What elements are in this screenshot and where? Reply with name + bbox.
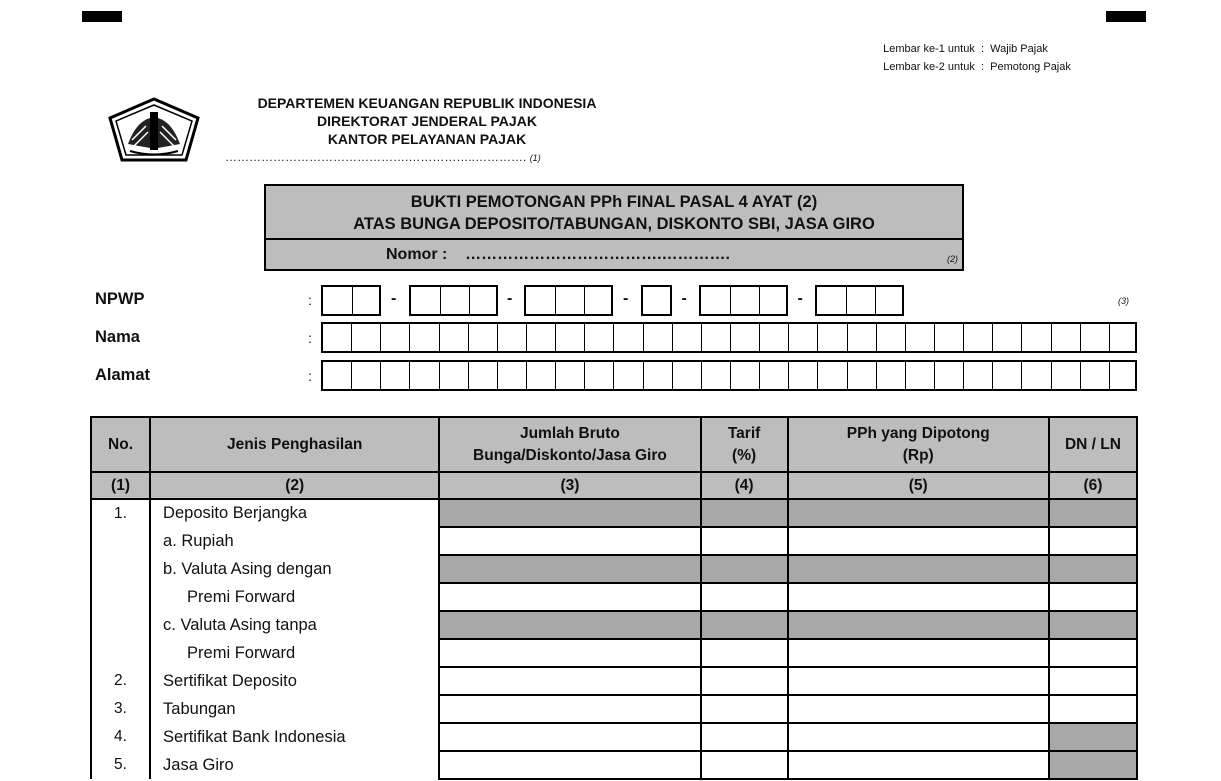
nomor-label: Nomor : [386,246,448,263]
row-number: 4. [91,723,150,751]
pph-cell[interactable] [788,639,1049,667]
pph-cell[interactable] [788,667,1049,695]
char-cell [555,362,556,389]
income-type: Tabungan [150,695,439,723]
nama-input[interactable] [321,322,1137,353]
char-cell [584,287,585,314]
char-cell [788,324,789,351]
char-cell [352,287,353,314]
char-cell [613,324,614,351]
dnln-cell[interactable] [1049,667,1137,695]
char-cell [876,324,877,351]
char-cell [1051,324,1052,351]
table-row [91,695,1137,723]
char-cell [468,324,469,351]
pph-cell [788,555,1049,583]
tarif-cell [701,555,788,583]
char-cell [963,362,964,389]
alamat-input[interactable] [321,360,1137,391]
npwp-dash: - [507,290,513,307]
ministry-emblem-icon [106,96,202,164]
npwp-segment[interactable] [409,285,498,316]
pph-cell[interactable] [788,723,1049,751]
npwp-dash: - [623,290,629,307]
pph-cell[interactable] [788,695,1049,723]
dnln-cell[interactable] [1049,639,1137,667]
npwp-colon: : [308,292,312,308]
char-cell [875,287,876,314]
char-cell [380,324,381,351]
pph-cell [788,611,1049,639]
form-title-box [264,184,964,271]
tarif-cell [701,499,788,527]
table-row [91,667,1137,695]
bruto-cell [439,611,700,639]
pph-cell[interactable] [788,751,1049,779]
char-cell [555,287,556,314]
char-cell [1109,324,1110,351]
dnln-cell [1049,499,1137,527]
char-cell [1080,362,1081,389]
npwp-segment[interactable] [321,285,381,316]
title-divider [266,238,962,240]
tarif-cell[interactable] [701,527,788,555]
form-title-line-1: BUKTI PEMOTONGAN PPh FINAL PASAL 4 AYAT (2) [410,193,818,211]
nama-label: Nama [95,328,140,346]
tarif-cell[interactable] [701,667,788,695]
header-jenis: Jenis Penghasilan [150,417,439,472]
pph-cell[interactable] [788,583,1049,611]
char-cell [409,362,410,389]
pph-cell[interactable] [788,527,1049,555]
char-cell [992,324,993,351]
table-row [91,527,1137,555]
dnln-cell[interactable] [1049,527,1137,555]
char-cell [1080,324,1081,351]
tarif-cell[interactable] [701,723,788,751]
char-cell [847,362,848,389]
char-cell [584,362,585,389]
char-cell [992,362,993,389]
tarif-cell [701,611,788,639]
bruto-cell[interactable] [439,667,700,695]
income-type: Deposito Berjangka [150,499,439,527]
char-cell [701,324,702,351]
table-row [91,611,1137,639]
corner-mark-left [82,11,122,22]
char-cell [469,287,470,314]
nomor-field[interactable] [386,246,730,264]
income-table [90,416,1138,780]
char-cell [788,362,789,389]
form-title-line-2: ATAS BUNGA DEPOSITO/TABUNGAN, DISKONTO SBI, JASA GIRO [353,215,875,233]
row-number [91,583,150,611]
char-cell [846,287,847,314]
income-type: Premi Forward [150,583,439,611]
char-cell [847,324,848,351]
bruto-cell [439,499,700,527]
header-pph: PPh yang Dipotong (Rp) [788,417,1049,472]
char-cell [497,324,498,351]
footnote-3: (3) [1118,296,1129,306]
char-cell [468,362,469,389]
char-cell [759,324,760,351]
char-cell [1021,324,1022,351]
char-cell [497,362,498,389]
dnln-cell[interactable] [1049,583,1137,611]
ministry-name: DEPARTEMEN KEUANGAN REPUBLIK INDONESIA [257,95,597,111]
bruto-cell[interactable] [439,695,700,723]
char-cell [643,362,644,389]
char-cell [905,362,906,389]
income-type: c. Valuta Asing tanpa [150,611,439,639]
row-number: 1. [91,499,150,527]
char-cell [1021,362,1022,389]
npwp-segment[interactable] [524,285,613,316]
table-row [91,583,1137,611]
npwp-dash: - [797,290,803,307]
table-row [91,639,1137,667]
col-num-4: (4) [701,472,788,499]
row-number: 5. [91,751,150,779]
char-cell [759,287,760,314]
dnln-cell [1049,555,1137,583]
char-cell [440,287,441,314]
department-header [231,94,623,148]
npwp-dash: - [681,290,687,307]
npwp-label: NPWP [95,290,145,308]
row-number [91,555,150,583]
income-type: Sertifikat Bank Indonesia [150,723,439,751]
bruto-cell[interactable] [439,751,700,779]
char-cell [759,362,760,389]
char-cell [1051,362,1052,389]
char-cell [351,362,352,389]
char-cell [730,287,731,314]
footnote-2: (2) [947,254,958,264]
bruto-cell[interactable] [439,583,700,611]
char-cell [672,362,673,389]
income-type: Sertifikat Deposito [150,667,439,695]
char-cell [526,324,527,351]
char-cell [905,324,906,351]
table-row [91,751,1137,779]
npwp-segment[interactable] [699,285,788,316]
col-num-5: (5) [788,472,1049,499]
char-cell [730,324,731,351]
nama-colon: : [308,330,312,346]
npwp-segment[interactable] [815,285,904,316]
npwp-dash: - [391,290,397,307]
header-no: No. [91,417,150,472]
directorate-name: DIREKTORAT JENDERAL PAJAK [317,113,537,129]
col-num-6: (6) [1049,472,1137,499]
dnln-cell [1049,751,1137,779]
char-cell [409,324,410,351]
header-tarif: Tarif (%) [701,417,788,472]
tarif-cell[interactable] [701,695,788,723]
col-num-1: (1) [91,472,150,499]
char-cell [643,324,644,351]
bruto-cell[interactable] [439,527,700,555]
char-cell [963,324,964,351]
row-number [91,639,150,667]
char-cell [439,324,440,351]
char-cell [351,324,352,351]
income-type: b. Valuta Asing dengan [150,555,439,583]
alamat-colon: : [308,368,312,384]
char-cell [555,324,556,351]
char-cell [701,362,702,389]
bruto-cell [439,555,700,583]
bruto-cell[interactable] [439,723,700,751]
header-bruto: Jumlah Bruto Bunga/Diskonto/Jasa Giro [439,417,700,472]
tarif-cell[interactable] [701,751,788,779]
char-cell [1109,362,1110,389]
footnote-1: (1) [529,153,541,163]
row-number: 3. [91,695,150,723]
row-number: 2. [91,667,150,695]
row-number [91,527,150,555]
char-cell [613,362,614,389]
income-type: a. Rupiah [150,527,439,555]
char-cell [876,362,877,389]
char-cell [584,324,585,351]
char-cell [730,362,731,389]
table-row [91,499,1137,527]
char-cell [934,362,935,389]
bruto-cell[interactable] [439,639,700,667]
corner-mark-right [1106,11,1146,22]
char-cell [817,362,818,389]
char-cell [439,362,440,389]
office-name: KANTOR PELAYANAN PAJAK [327,131,527,147]
table-row [91,555,1137,583]
pph-cell [788,499,1049,527]
copy-line-1: Lembar ke-1 untuk : Wajib Pajak [883,43,1048,55]
office-name-blank: ……………………………………….……………..…………. (1) [225,150,541,164]
header-dnln: DN / LN [1049,417,1137,472]
char-cell [934,324,935,351]
char-cell [672,324,673,351]
dnln-cell[interactable] [1049,695,1137,723]
nomor-blank: ……………………………….…………. [465,246,730,263]
alamat-label: Alamat [95,366,151,384]
col-num-3: (3) [439,472,700,499]
npwp-segment[interactable] [641,285,672,316]
row-number [91,611,150,639]
col-num-2: (2) [150,472,439,499]
table-row [91,723,1137,751]
tarif-cell[interactable] [701,583,788,611]
dnln-cell [1049,723,1137,751]
dnln-cell [1049,611,1137,639]
copy-line-2: Lembar ke-2 untuk : Pemotong Pajak [883,61,1071,73]
char-cell [817,324,818,351]
tarif-cell[interactable] [701,639,788,667]
income-type: Jasa Giro [150,751,439,779]
income-type: Premi Forward [150,639,439,667]
char-cell [526,362,527,389]
char-cell [380,362,381,389]
